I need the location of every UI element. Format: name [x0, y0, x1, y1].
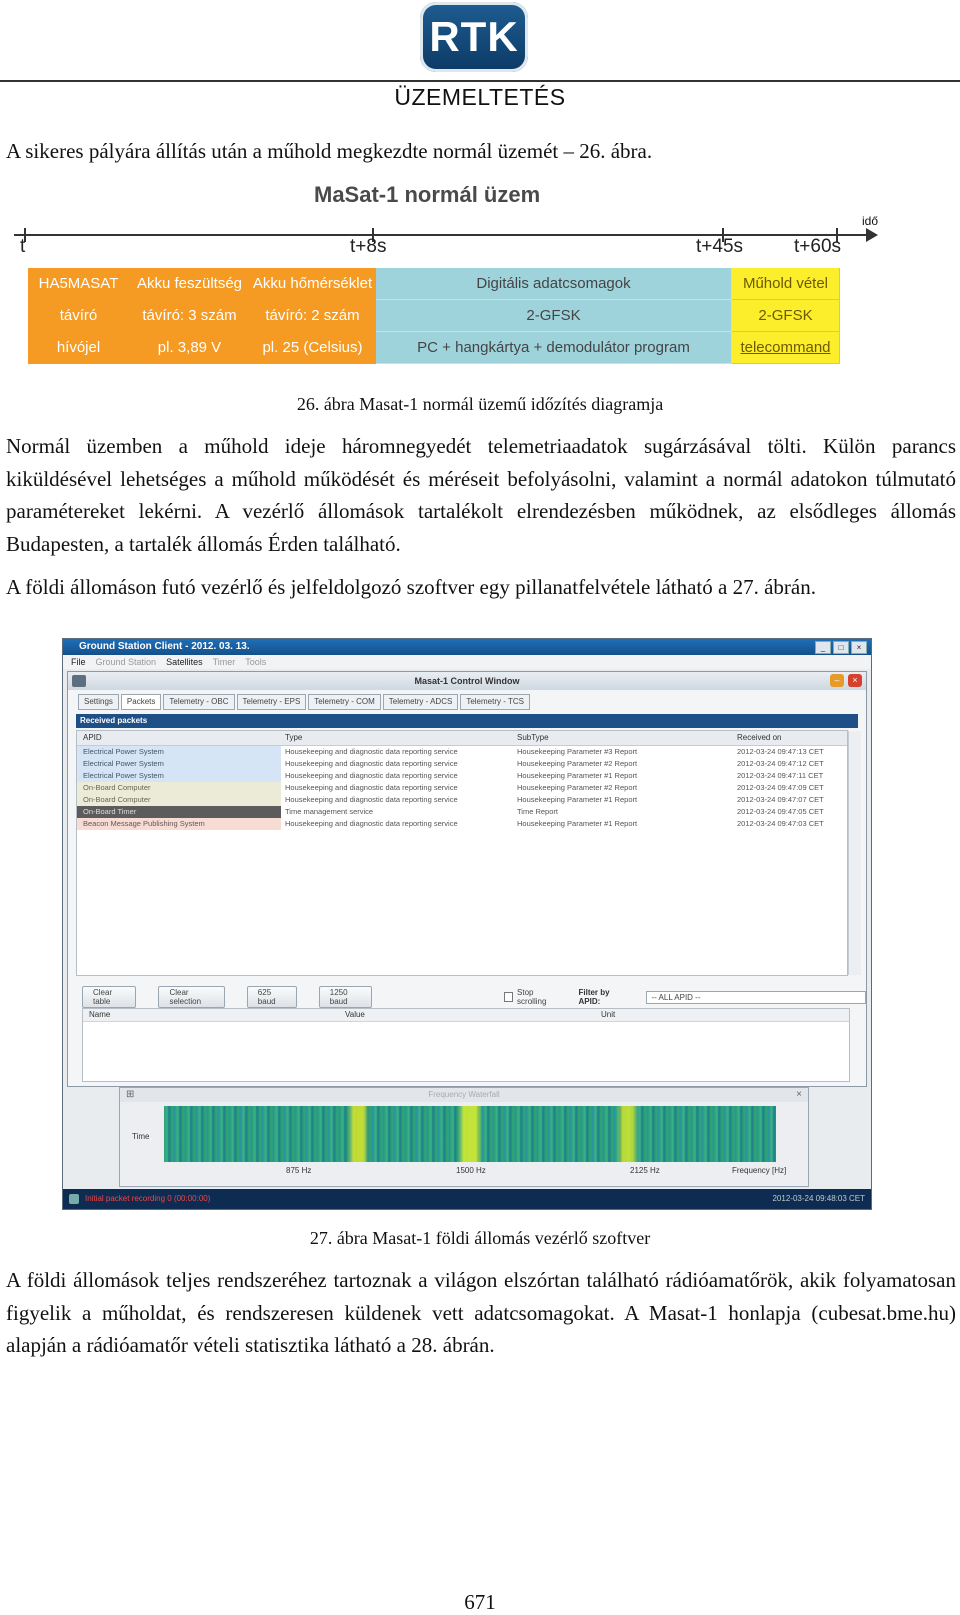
cell-type: Time management service [285, 807, 374, 816]
table-row[interactable] [77, 794, 847, 806]
freq-axis-label: Frequency [Hz] [732, 1166, 787, 1175]
tab-bar [78, 694, 530, 710]
baud-1250-button[interactable]: 1250 baud [319, 986, 373, 1008]
cell-subtype: Housekeeping Parameter #2 Report [517, 759, 638, 768]
column-unit[interactable]: Unit [601, 1010, 616, 1019]
tab-packets[interactable]: Packets [121, 694, 161, 710]
close-icon[interactable]: × [851, 641, 867, 654]
column-received-on[interactable]: Received on [737, 733, 782, 742]
menu-tools[interactable]: Tools [245, 657, 267, 667]
packet-controls [82, 986, 866, 1008]
tick-label: t+8s [350, 236, 387, 257]
menu-bar [63, 655, 871, 669]
tab-telemetry-com[interactable]: Telemetry - COM [308, 694, 380, 710]
cell-received: 2012-03-24 09:47:12 CET [737, 759, 824, 768]
connection-icon [69, 1194, 79, 1204]
diagram-cell: HA5MASAT [28, 268, 130, 300]
tick-label: t [20, 236, 26, 257]
diagram-cell: hívójel [28, 332, 130, 364]
cell-type: Housekeeping and diagnostic data reporting service [285, 771, 458, 780]
column-type[interactable]: Type [285, 733, 303, 742]
ground-station-screenshot [62, 638, 872, 1210]
column-name[interactable]: Name [89, 1010, 111, 1019]
stop-scrolling-checkbox[interactable] [504, 988, 556, 1006]
diagram-cell: Digitális adatcsomagok [376, 268, 732, 300]
diagram-cell: 2-GFSK [732, 300, 840, 332]
tab-settings[interactable]: Settings [78, 694, 119, 710]
control-window [67, 671, 867, 1087]
tab-telemetry-adcs[interactable]: Telemetry - ADCS [383, 694, 459, 710]
freq-mark: 2125 Hz [630, 1166, 660, 1175]
cell-received: 2012-03-24 09:47:13 CET [737, 747, 824, 756]
cell-apid: Electrical Power System [77, 770, 281, 782]
diagram-table [28, 268, 870, 364]
control-window-buttons [830, 674, 862, 687]
diagram-cell: Akku feszültség [130, 268, 250, 300]
table-row[interactable] [77, 758, 847, 770]
packet-table-header [77, 731, 847, 746]
timing-diagram [14, 180, 880, 370]
diagram-cell: Akku hőmérséklet [250, 268, 376, 300]
section-title: ÜZEMELTETÉS [394, 84, 566, 110]
axis-end-label: idő [862, 214, 879, 228]
paragraph-2: Normál üzemben a műhold ideje háromnegyedét telemetriaadatok sugárzásával tölti. Külön parancs kiküldésével lehetséges a műhold működését és méréseit befolyásolni, valamint a normál adatokon túlmutató paramétereket lekérni. A vezérlő állomások tartalékolt elrendezésben működnek, az elsődleges állomás Budapesten, a tartalék állomás Érden található. [6, 434, 956, 556]
waterfall-time-label: Time [132, 1132, 150, 1141]
cell-type: Housekeeping and diagnostic data reporting service [285, 795, 458, 804]
cell-subtype: Housekeeping Parameter #2 Report [517, 783, 638, 792]
clear-selection-button[interactable]: Clear selection [158, 986, 224, 1008]
pin-icon[interactable]: ⊞ [126, 1089, 135, 1100]
cell-subtype: Housekeeping Parameter #1 Report [517, 771, 638, 780]
diagram-cell: PC + hangkártya + demodulátor program [376, 332, 732, 364]
cell-received: 2012-03-24 09:47:11 CET [737, 771, 824, 780]
table-row[interactable] [77, 806, 847, 818]
cell-type: Housekeeping and diagnostic data reporting service [285, 783, 458, 792]
diagram-cell: távíró: 2 szám [250, 300, 376, 332]
freq-mark: 1500 Hz [456, 1166, 486, 1175]
waterfall-spectrogram [164, 1106, 776, 1162]
baud-625-button[interactable]: 625 baud [247, 986, 297, 1008]
close-icon[interactable]: × [796, 1089, 802, 1100]
maximize-icon[interactable]: □ [833, 641, 849, 654]
received-packets-header: Received packets [76, 714, 858, 728]
cell-apid: Electrical Power System [77, 758, 281, 770]
diagram-cell: pl. 3,89 V [130, 332, 250, 364]
column-value[interactable]: Value [345, 1010, 365, 1019]
paragraph-1: A sikeres pályára állítás után a műhold megkezdte normál üzemét – 26. ábra. [6, 139, 653, 163]
cell-apid: On-Board Computer [77, 782, 281, 794]
cell-apid: On-Board Computer [77, 794, 281, 806]
cell-received: 2012-03-24 09:47:03 CET [737, 819, 824, 828]
stop-scrolling-label: Stop scrolling [517, 988, 547, 1006]
diagram-cell: távíró [28, 300, 130, 332]
status-bar [63, 1189, 871, 1209]
cell-subtype: Housekeeping Parameter #1 Report [517, 819, 638, 828]
table-row[interactable] [77, 782, 847, 794]
diagram-cell: telecommand [732, 332, 840, 364]
frequency-waterfall [119, 1087, 809, 1187]
status-text: Initial packet recording 0 (00:00:00) [85, 1194, 211, 1203]
menu-ground-station[interactable]: Ground Station [95, 657, 157, 667]
table-row[interactable] [77, 746, 847, 758]
tab-telemetry-obc[interactable]: Telemetry - OBC [163, 694, 234, 710]
column-apid[interactable]: APID [83, 733, 102, 742]
checkbox-icon[interactable] [504, 992, 513, 1002]
filter-label: Filter by APID: [578, 988, 610, 1006]
cell-type: Housekeeping and diagnostic data reporting service [285, 747, 458, 756]
cell-type: Housekeeping and diagnostic data reporting service [285, 759, 458, 768]
freq-mark: 875 Hz [286, 1166, 312, 1175]
diagram-cell: pl. 25 (Celsius) [250, 332, 376, 364]
menu-satellites[interactable]: Satellites [166, 657, 203, 667]
cell-subtype: Housekeeping Parameter #3 Report [517, 747, 638, 756]
minimize-icon[interactable]: – [830, 674, 844, 687]
tick-label: t+60s [794, 236, 842, 257]
paragraph-4: A földi állomások teljes rendszeréhez tartoznak a világon elszórtan található rádióamatőrök, akik folyamatosan figyelik a műholdat, és rendszeresen küldenek vett adatcsomagokat. A Masat-1 honlapja (cubesat.bme.hu) alapján a rádióamatőr vételi statisztika látható a 28. ábrán. [6, 1268, 956, 1357]
cell-apid: On-Board Timer [77, 806, 281, 818]
menu-timer[interactable]: Timer [212, 657, 236, 667]
diagram-cell: távíró: 3 szám [130, 300, 250, 332]
cell-received: 2012-03-24 09:47:07 CET [737, 795, 824, 804]
diagram-title: MaSat-1 normál üzem [314, 182, 541, 207]
waterfall-title: Frequency Waterfall [120, 1088, 808, 1102]
axis-arrow-icon [866, 228, 878, 242]
page-number: 671 [464, 1590, 496, 1614]
tick-label: t+45s [696, 236, 744, 257]
figure-27-caption: 27. ábra Masat-1 földi állomás vezérlő szoftver [309, 1228, 651, 1248]
logo-text: RTK [429, 13, 519, 60]
close-icon[interactable]: × [848, 674, 862, 687]
column-subtype[interactable]: SubType [517, 733, 549, 742]
value-table[interactable] [82, 1008, 850, 1082]
tab-telemetry-eps[interactable]: Telemetry - EPS [237, 694, 307, 710]
cell-subtype: Time Report [517, 807, 558, 816]
control-window-title: Masat-1 Control Window [68, 672, 866, 690]
packet-table-scrollbar[interactable] [848, 731, 861, 975]
clear-table-button[interactable]: Clear table [82, 986, 136, 1008]
value-table-header [83, 1009, 849, 1022]
menu-file[interactable]: File [71, 657, 86, 667]
table-row[interactable] [77, 770, 847, 782]
cell-apid: Electrical Power System [77, 746, 281, 758]
window-menu-icon[interactable] [72, 675, 86, 687]
window-buttons [815, 641, 867, 654]
table-row[interactable] [77, 818, 847, 830]
packet-table[interactable] [76, 730, 848, 976]
cell-received: 2012-03-24 09:47:05 CET [737, 807, 824, 816]
paragraph-3: A földi állomáson futó vezérlő és jelfeldolgozó szoftver egy pillanatfelvétele látható a 27. ábrán. [6, 575, 816, 599]
cell-subtype: Housekeeping Parameter #1 Report [517, 795, 638, 804]
diagram-cell: Műhold vétel [732, 268, 840, 300]
cell-apid: Beacon Message Publishing System [77, 818, 281, 830]
rtk-logo [420, 2, 528, 72]
minimize-icon[interactable]: _ [815, 641, 831, 654]
header-rule [0, 80, 960, 82]
cell-type: Housekeeping and diagnostic data reporting service [285, 819, 458, 828]
status-time: 2012-03-24 09:48:03 CET [772, 1194, 865, 1203]
diagram-cell: 2-GFSK [376, 300, 732, 332]
figure-26-caption: 26. ábra Masat-1 normál üzemű időzítés diagramja [296, 394, 664, 414]
apid-filter-select[interactable]: -- ALL APID -- [646, 991, 866, 1004]
window-title: Ground Station Client - 2012. 03. 13. [63, 639, 871, 655]
tab-telemetry-tcs[interactable]: Telemetry - TCS [460, 694, 530, 710]
cell-received: 2012-03-24 09:47:09 CET [737, 783, 824, 792]
